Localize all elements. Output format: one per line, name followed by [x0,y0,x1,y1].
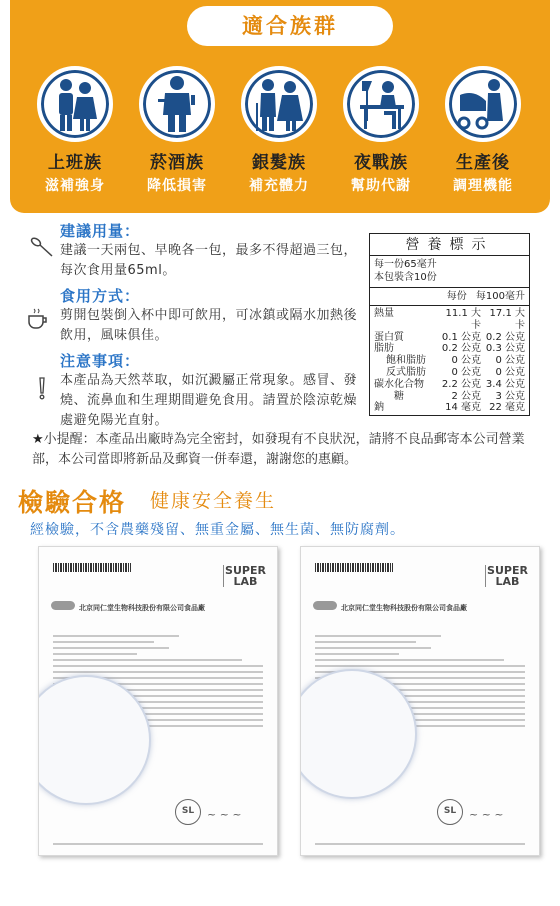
group-night-worker [333,66,429,195]
per-100ml-value: 22 毫克 [489,402,525,414]
per-serving-value: 14 毫克 [445,402,481,414]
banner-title: 適合族群 [187,6,393,46]
certificate-company: 北京同仁堂生物科技股份有限公司食品廠 [341,604,467,612]
inspection-title: 檢驗合格 [18,488,127,517]
notes-heading: 注意事項： [60,352,141,370]
per-100ml-value: 3.4 公克 [485,378,525,390]
reminder-note [32,430,542,470]
reminder-text: 小提醒：本產品出廠時為完全密封，如發現有不良狀況，請將不良品郵寄本公司營業部，本公司當即將新品及郵資一併奉還，謝謝您的惠顧。 [32,432,525,467]
servings-per-pack: 本包裝含10份 [374,272,437,283]
usage-section [30,220,370,431]
nutrition-title: 營養標示 [370,234,529,256]
lab-seal: SL [175,799,201,825]
group-elderly [231,66,327,195]
star-icon: ★ [32,432,44,447]
per-serving-value: 2.2 公克 [441,378,481,390]
group-name: 生產後 [456,153,510,173]
test-certificate-1 [38,546,278,856]
per-serving-value: 0.2 公克 [441,343,481,355]
nutrient-name: 鈉 [374,402,384,414]
report-tag [51,601,75,610]
group-desc: 調理機能 [453,178,513,194]
barcode [315,563,393,572]
signature: ~ ~ ~ [207,808,242,821]
serving-size: 每一份65毫升 [374,259,437,270]
cup-icon [26,307,50,331]
smoker-drinker-icon [139,66,215,142]
group-office-worker [27,66,123,195]
office-worker-icon [37,66,113,142]
method-heading: 食用方式： [60,287,141,305]
nutrition-rows [370,306,529,414]
nutrition-row [370,402,529,414]
spoon-icon [30,236,54,260]
nutrition-column-headers [370,288,529,306]
nutrient-name: 熱量 [374,308,394,319]
nutrient-name: 蛋白質 [374,331,404,343]
col-per-100ml: 每100毫升 [475,291,525,302]
nutrition-row [370,367,529,379]
dosage-heading: 建議用量： [60,222,141,240]
group-smoker-drinker [129,66,225,195]
test-certificate-2 [300,546,540,856]
inspection-subtitle: 健康安全養生 [150,490,277,512]
nutrition-row [370,355,529,367]
group-desc: 降低損害 [147,178,207,194]
per-100ml-value: 0.2 公克 [485,331,525,343]
group-name: 上班族 [48,153,102,173]
nutrient-name: 碳水化合物 [374,378,424,390]
report-tag [313,601,337,610]
col-per-serving: 每份 [446,291,467,302]
super-lab-logo: SUPER LAB [485,565,529,587]
inspection-description: 經檢驗，不含農藥殘留、無重金屬、無生菌、無防腐劑。 [30,522,405,538]
per-serving-value: 2 公克 [451,390,481,402]
per-100ml-value: 0 公克 [495,366,525,378]
nutrient-name: 糖 [394,390,404,402]
nutrient-name: 脂肪 [374,343,394,355]
nutrition-row [370,332,529,344]
postpartum-mother-icon [445,66,521,142]
per-serving-value: 0 公克 [451,355,481,367]
nutrition-row [370,343,529,355]
group-name: 銀髮族 [252,153,306,173]
per-100ml-value: 0.3 公克 [485,343,525,355]
exclamation-icon [30,376,54,400]
lab-seal: SL [437,799,463,825]
group-desc: 滋補強身 [45,178,105,194]
per-serving-value: 0 公克 [451,366,481,378]
nutrition-row [370,391,529,403]
signature: ~ ~ ~ [469,808,504,821]
notes-text: 本產品為天然萃取，如沉澱屬正常現象。感冒、發燒、流鼻血和生理期間避免食用。請置於陰涼乾燥處避免陽光直射。 [60,373,358,428]
group-desc: 補充體力 [249,178,309,194]
footer-line [53,843,263,845]
nutrition-row [370,379,529,391]
target-groups-banner [10,0,550,213]
elderly-couple-icon [241,66,317,142]
per-serving-value: 0.1 公克 [441,331,481,343]
nutrition-serving-info [370,256,529,288]
per-serving-value: 11.1 大卡 [445,308,481,331]
footer-line [315,843,525,845]
per-100ml-value: 0 公克 [495,355,525,367]
super-lab-logo: SUPER LAB [223,565,267,587]
night-worker-icon [343,66,419,142]
barcode [53,563,131,572]
group-postpartum [435,66,531,195]
nutrient-name: 反式脂肪 [386,366,426,378]
nutrition-row [370,308,529,332]
certificate-company: 北京同仁堂生物科技股份有限公司食品廠 [79,604,205,612]
group-name: 夜戰族 [354,153,408,173]
nutrition-facts-table [369,233,530,416]
dosage-text: 建議一天兩包、早晚各一包，最多不得超過三包，每次食用量65ml。 [60,243,358,278]
nutrient-name: 飽和脂肪 [386,355,426,367]
group-desc: 幫助代謝 [351,178,411,194]
per-100ml-value: 17.1 大卡 [489,308,525,331]
method-text: 剪開包裝倒入杯中即可飲用，可冰鎮或隔水加熱後飲用，風味俱佳。 [60,308,358,343]
per-100ml-value: 3 公克 [495,390,525,402]
group-name: 菸酒族 [150,153,204,173]
